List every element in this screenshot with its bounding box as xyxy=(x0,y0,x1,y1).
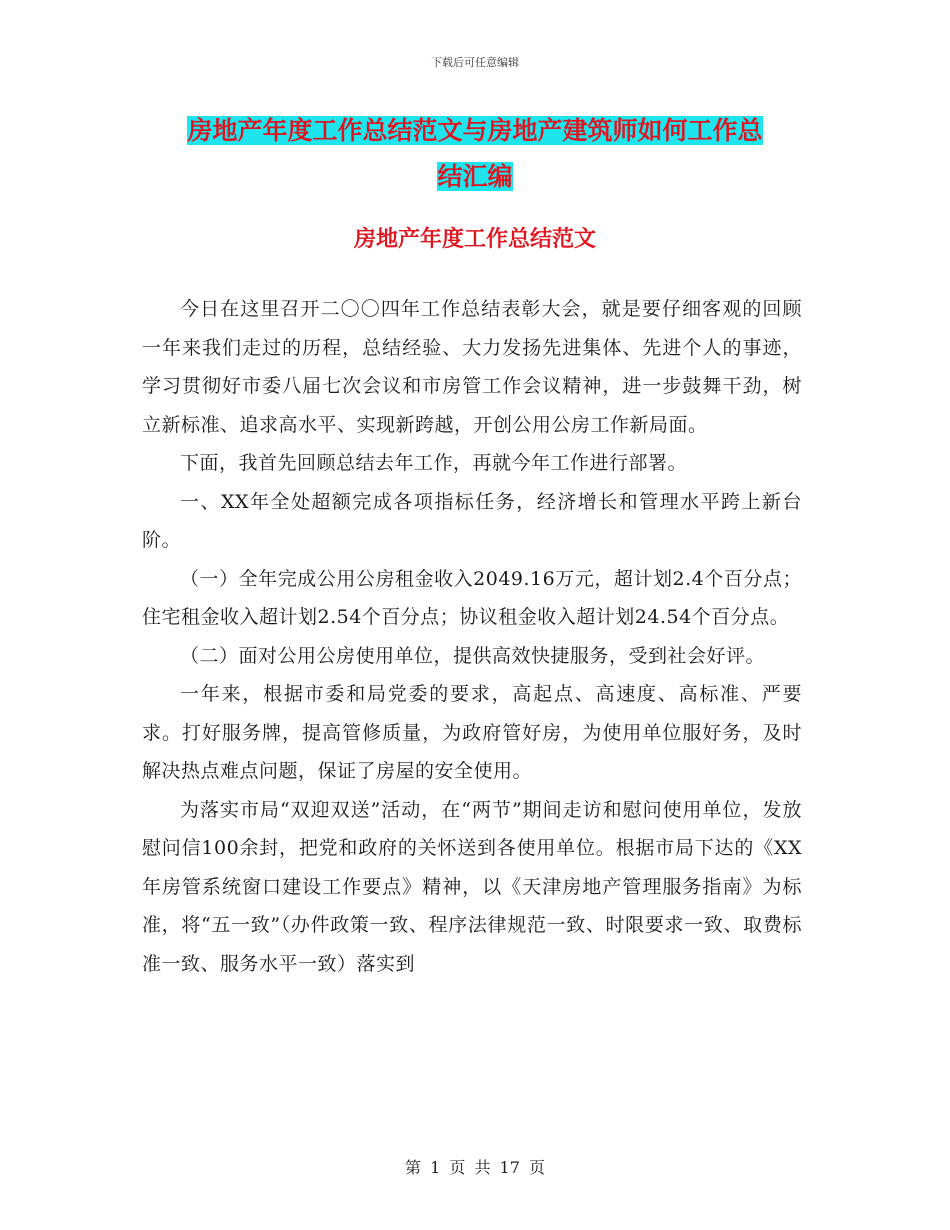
section-title: 房地产年度工作总结范文 xyxy=(353,227,596,252)
paragraph: （二）面对公用公房使用单位，提供高效快捷服务，受到社会好评。 xyxy=(180,644,766,667)
body-text xyxy=(142,290,802,983)
title-line-1: 房地产年度工作总结范文与房地产建筑师如何工作总 xyxy=(187,116,763,145)
document-title xyxy=(150,108,800,200)
paragraph: 下面，我首先回顾总结去年工作，再就今年工作进行部署。 xyxy=(180,452,688,474)
paragraph: 为落实市局“双迎双送”活动，在“两节”期间走访和慰问使用单位，发放慰问信100余封，把党和政府的关怀送到各使用单位。根据市局下达的《XX年房管系统窗口建设工作要点》精神，以《天津房地产管理服务指南》为标准，将“五一致”（办件政策一致、程序法律规范一致、时限要求一致、取费标准一致、服务水平一致）落实到 xyxy=(142,798,802,975)
title-line-2: 结汇编 xyxy=(437,162,513,191)
header-note: 下载后可任意编辑 xyxy=(431,56,519,69)
paragraph: 一、XX年全处超额完成各项指标任务，经济增长和管理水平跨上新台阶。 xyxy=(142,490,802,551)
paragraph: 一年来，根据市委和局党委的要求，高起点、高速度、高标准、严要求。打好服务牌，提高管修质量，为政府管好房，为使用单位服好务，及时解决热点难点问题，保证了房屋的安全使用。 xyxy=(142,683,802,782)
paragraph: （一）全年完成公用公房租金收入2049.16万元，超计划2.4个百分点；住宅租金收入超计划2.54个百分点；协议租金收入超计划24.54个百分点。 xyxy=(142,567,802,628)
paragraph: 今日在这里召开二〇〇四年工作总结表彰大会，就是要仔细客观的回顾一年来我们走过的历程，总结经验、大力发扬先进集体、先进个人的事迹，学习贯彻好市委八届七次会议和市房管工作会议精神，进一步鼓舞干劲，树立新标准、追求高水平、实现新跨越，开创公用公房工作新局面。 xyxy=(142,298,802,436)
page-footer: 第 1 页 共 17 页 xyxy=(405,1158,545,1177)
